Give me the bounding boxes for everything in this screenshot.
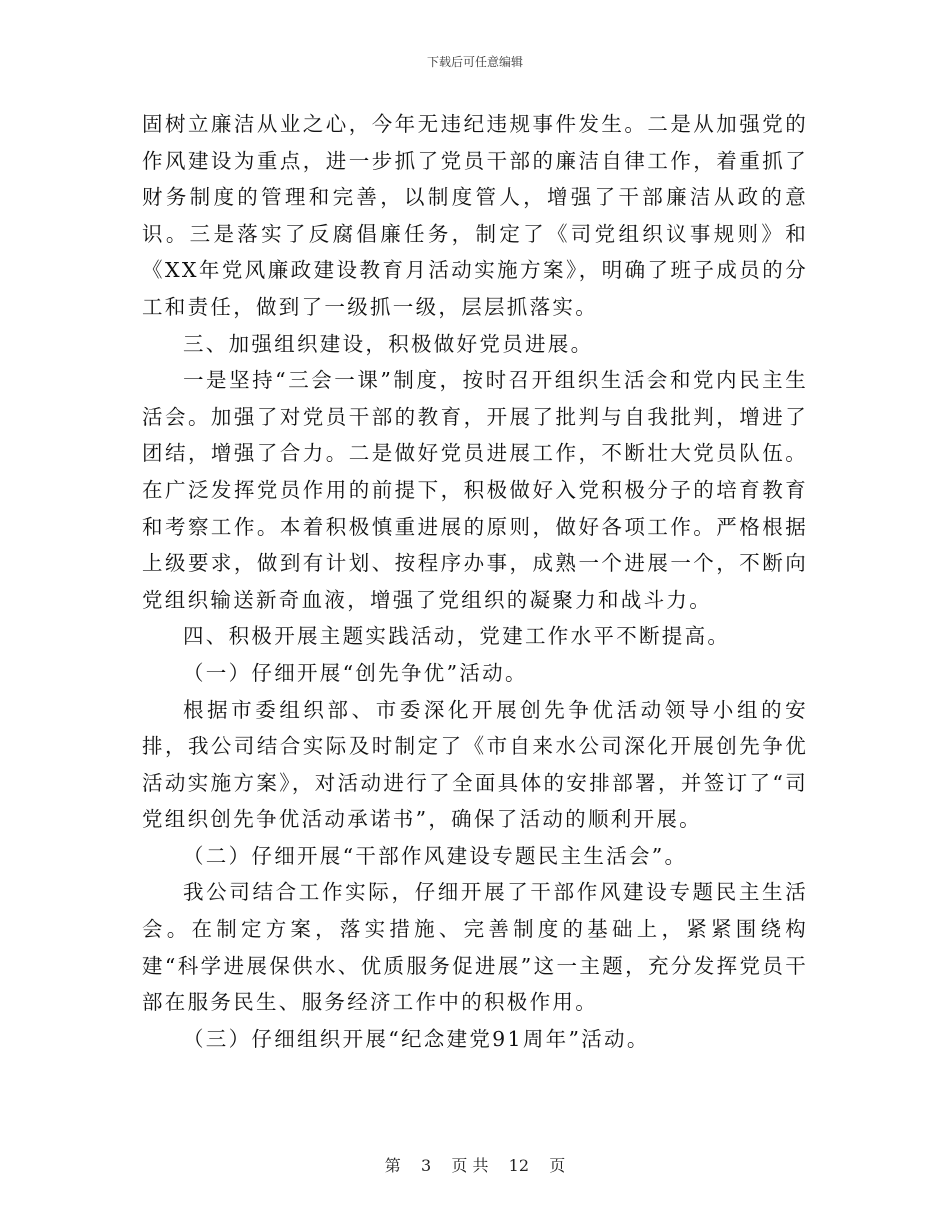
section-heading-3: 三、加强组织建设，积极做好党员进展。 xyxy=(183,331,594,356)
footer-prefix: 第 xyxy=(384,1156,401,1175)
paragraph-2: 一是坚持“三会一课”制度，按时召开组织生活会和党内民主生活会。加强了对党员干部的教育，开展了批判与自我批判，增进了团结，增强了合力。二是做好党员进展工作，不断壮大党员队伍。在广泛发挥党员作用的前提下，积极做好入党积极分子的培育教育和考察工作。本着积极慎重进展的原则，做好各项工作。严格根据上级要求，做到有计划、按程序办事，成熟一个进展一个，不断向党组织输送新奇血液，增强了党组织的凝聚力和战斗力。 xyxy=(142,368,808,612)
footer-page-number: 3 xyxy=(420,1156,432,1175)
footer-suffix: 页 xyxy=(549,1156,566,1175)
footer-total-pages: 12 xyxy=(508,1156,529,1175)
page-footer xyxy=(0,1153,950,1176)
paragraph-4: 我公司结合工作实际，仔细开展了干部作风建设专题民主生活会。在制定方案，落实措施、完善制度的基础上，紧紧围绕构建“科学进展保供水、优质服务促进展”这一主题，充分发挥党员干部在服务民生、服务经济工作中的积极作用。 xyxy=(142,880,808,1015)
document-body xyxy=(142,106,808,1057)
page-header: 下载后可任意编辑 xyxy=(426,55,523,69)
paragraph-3: 根据市委组织部、市委深化开展创先争优活动领导小组的安排，我公司结合实际及时制定了《市自来水公司深化开展创先争优活动实施方案》，对活动进行了全面具体的安排部署，并签订了“司党组织创先争优活动承诺书”，确保了活动的顺利开展。 xyxy=(142,697,808,832)
paragraph-1: 固树立廉洁从业之心，今年无违纪违规事件发生。二是从加强党的作风建设为重点，进一步抓了党员干部的廉洁自律工作，着重抓了财务制度的管理和完善，以制度管人，增强了干部廉洁从政的意识。三是落实了反腐倡廉任务，制定了《司党组织议事规则》和《XX年党风廉政建设教育月活动实施方案》，明确了班子成员的分工和责任，做到了一级抓一级，层层抓落实。 xyxy=(142,112,808,319)
subheading-3: （三）仔细组织开展“纪念建党91周年”活动。 xyxy=(183,1026,650,1051)
subheading-1: （一）仔细开展“创先争优”活动。 xyxy=(183,660,528,685)
subheading-2: （二）仔细开展“干部作风建设专题民主生活会”。 xyxy=(183,843,688,868)
footer-middle: 页 共 xyxy=(451,1156,489,1175)
section-heading-4: 四、积极开展主题实践活动，党建工作水平不断提高。 xyxy=(183,624,731,649)
